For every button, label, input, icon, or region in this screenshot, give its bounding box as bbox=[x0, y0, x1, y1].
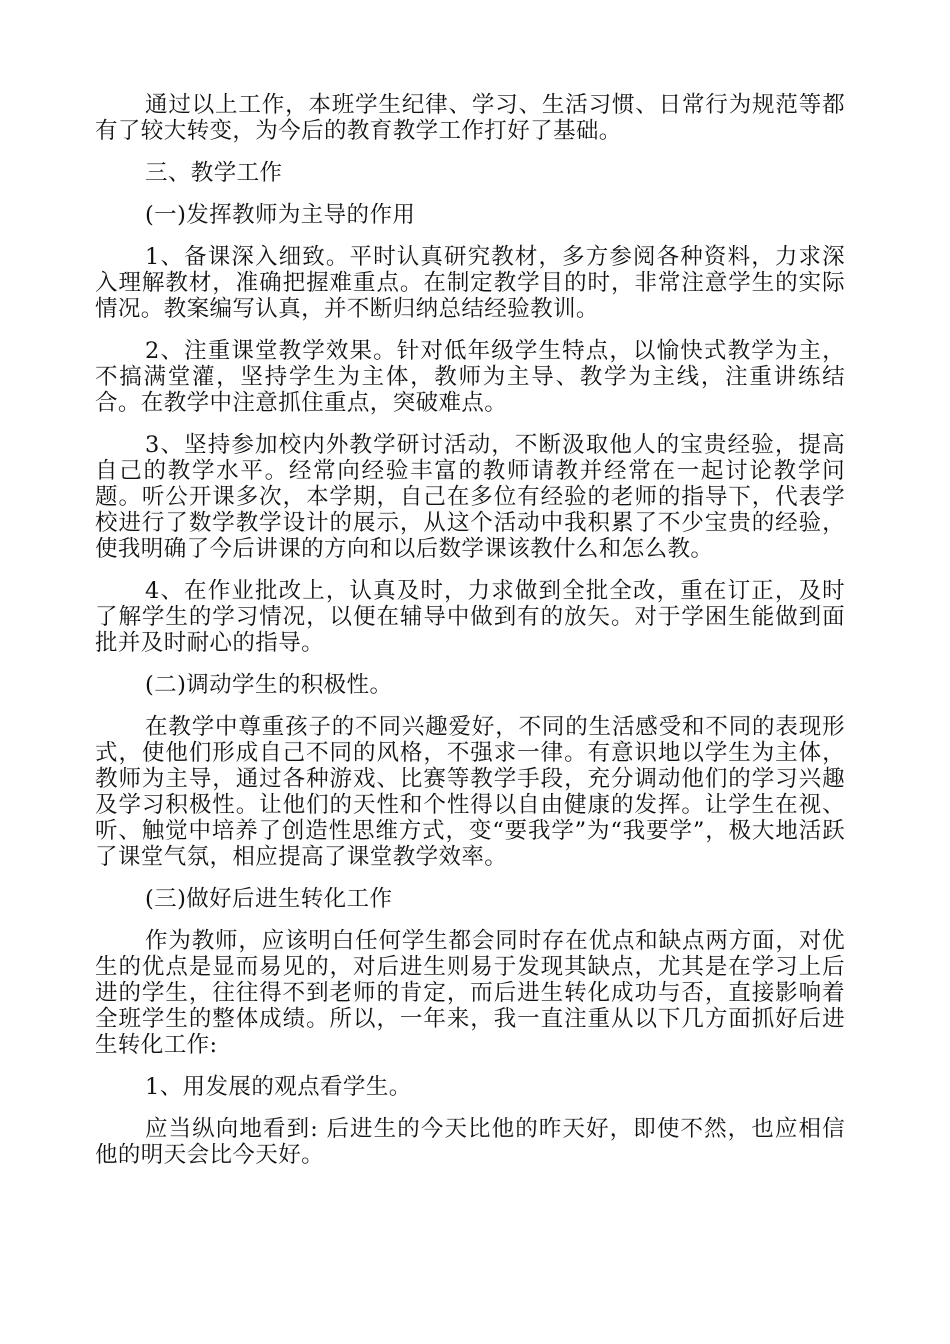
paragraph-lesson-prep: 1、备课深入细致。平时认真研究教材，多方参阅各种资料，力求深入理解教材，准确把握难重点。在制定教学目的时，非常注意学生的实际情况。教案编写认真，并不断归纳总结经验教训。 bbox=[95, 244, 845, 322]
paragraph-struggling-students: 作为教师，应该明白任何学生都会同时存在优点和缺点两方面，对优生的优点是显而易见的，对后进生则易于发现其缺点，尤其是在学习上后进的学生，往往得不到老师的肯定，而后进生转化成功与否，直接影响着全班学生的整体成绩。所以，一年来，我一直注重从以下几方面抓好后进生转化工作: bbox=[95, 928, 845, 1058]
paragraph-summary: 通过以上工作，本班学生纪律、学习、生活习惯、日常行为规范等都有了较大转变，为今后的教育教学工作打好了基础。 bbox=[95, 92, 845, 144]
paragraph-research-activities: 3、坚持参加校内外教学研讨活动，不断汲取他人的宝贵经验，提高自己的教学水平。经常向经验丰富的教师请教并经常在一起讨论教学问题。听公开课多次，本学期，自己在多位有经验的老师的指导下，代表学校进行了数学教学设计的展示，从这个活动中我积累了不少宝贵的经验，使我明确了今后讲课的方向和以后数学课该教什么和怎么教。 bbox=[95, 432, 845, 562]
subheading-student-motivation: (二)调动学生的积极性。 bbox=[145, 672, 393, 698]
document-page bbox=[95, 92, 845, 1184]
subheading-struggling-students: (三)做好后进生转化工作 bbox=[145, 886, 393, 912]
paragraph-student-interest: 在教学中尊重孩子的不同兴趣爱好，不同的生活感受和不同的表现形式，使他们形成自己不同的风格，不强求一律。有意识地以学生为主体，教师为主导，通过各种游戏、比赛等教学手段，充分调动他们的学习兴趣及学习积极性。让他们的天性和个性得以自由健康的发挥。让学生在视、听、触觉中培养了创造性思维方式，变“要我学”为“我要学”，极大地活跃了课堂气氛，相应提高了课堂教学效率。 bbox=[95, 714, 845, 870]
paragraph-homework-correction: 4、在作业批改上，认真及时，力求做到全批全改，重在订正，及时了解学生的学习情况，以便在辅导中做到有的放矢。对于学困生能做到面批并及时耐心的指导。 bbox=[95, 578, 845, 656]
subheading-development-view: 1、用发展的观点看学生。 bbox=[145, 1074, 412, 1100]
subheading-teacher-role: (一)发挥教师为主导的作用 bbox=[145, 202, 416, 228]
paragraph-classroom-effect: 2、注重课堂教学效果。针对低年级学生特点，以愉快式教学为主，不搞满堂灌，坚持学生为主体，教师为主导、教学为主线，注重讲练结合。在教学中注意抓住重点，突破难点。 bbox=[95, 338, 845, 416]
section-heading-teaching-work: 三、教学工作 bbox=[145, 160, 283, 186]
paragraph-development-view: 应当纵向地看到: 后进生的今天比他的昨天好，即使不然，也应相信他的明天会比今天好。 bbox=[95, 1116, 845, 1168]
